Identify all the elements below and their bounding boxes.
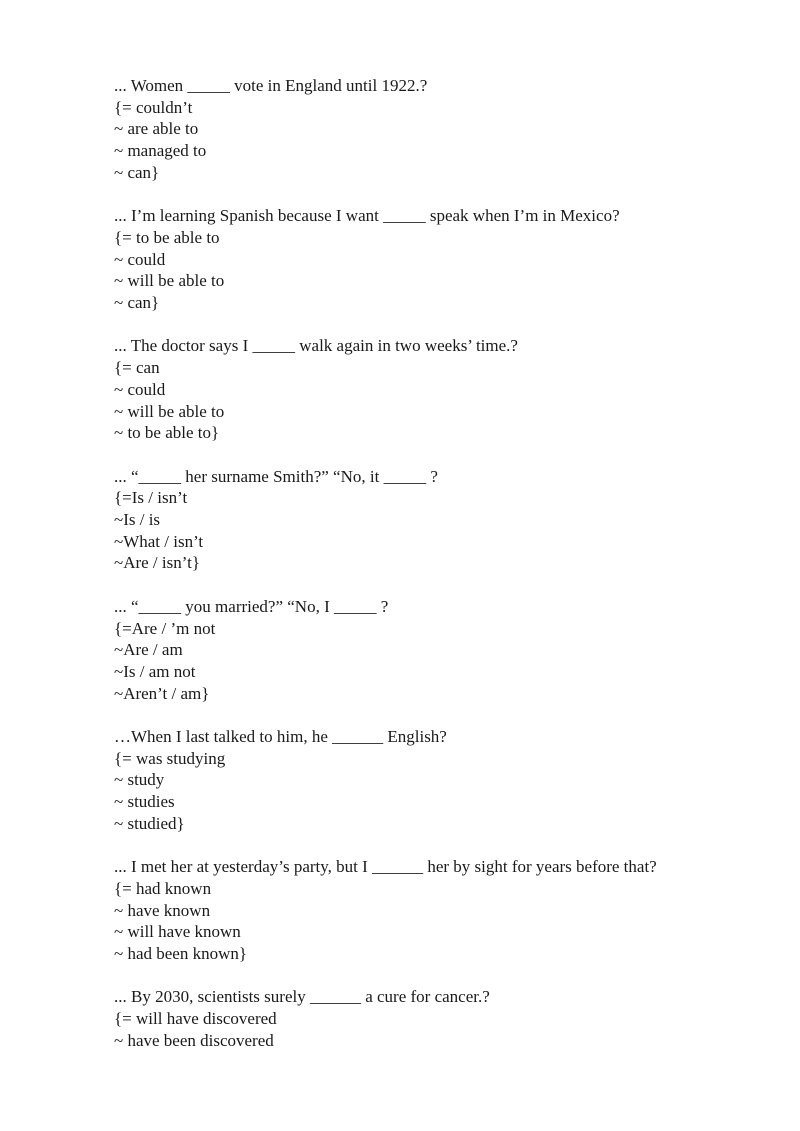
answer-option: {= had known [114, 878, 212, 898]
question-block-8 [114, 986, 754, 1051]
question-stem: ... Women _____ vote in England until 1922.? [114, 76, 428, 95]
answer-option: ~What / isn’t [114, 531, 204, 551]
answer-option: ~ will be able to [114, 271, 225, 291]
question-stem: …When I last talked to him, he ______ English? [114, 727, 447, 747]
question-stem: ... “_____ her surname Smith?” “No, it _____ ? [114, 466, 438, 486]
question-block-4 [114, 466, 754, 575]
answer-option: {= will have discovered [114, 1009, 277, 1029]
question-block-7 [114, 856, 754, 965]
answer-option: ~ can} [114, 162, 160, 182]
question-block-1 [114, 75, 754, 184]
answer-option: ~ can} [114, 293, 160, 313]
answer-option: {=Are / ’m not [114, 618, 216, 638]
answer-option: ~ studied} [114, 813, 185, 833]
answer-option: ~ to be able to} [114, 423, 220, 443]
answer-option: ~Is / am not [114, 661, 196, 681]
document-page [114, 75, 754, 1073]
answer-option: ~Are / am [114, 640, 183, 660]
answer-option: ~Are / isn’t} [114, 553, 200, 573]
question-stem: ... I’m learning Spanish because I want _____ speak when I’m in Mexico? [114, 206, 620, 226]
answer-option: ~Aren’t / am} [114, 683, 210, 703]
answer-option: ~ will be able to [114, 401, 225, 421]
answer-option: ~ have been discovered [114, 1030, 274, 1050]
answer-option: ~ have known [114, 900, 211, 920]
question-stem: ... I met her at yesterday’s party, but I ______ her by sight for years before that? [114, 857, 657, 877]
answer-option: ~ had been known} [114, 944, 248, 964]
answer-option: {= was studying [114, 748, 226, 768]
answer-option: {= to be able to [114, 227, 220, 247]
answer-option: ~ could [114, 249, 166, 269]
answer-option: ~ managed to [114, 141, 207, 161]
answer-option: {= can [114, 358, 160, 378]
answer-option: {= couldn’t [114, 97, 193, 117]
answer-option: ~Is / is [114, 510, 161, 530]
question-block-5 [114, 596, 754, 705]
answer-option: ~ are able to [114, 119, 199, 139]
question-block-2 [114, 205, 754, 314]
question-block-6 [114, 726, 754, 835]
answer-option: ~ could [114, 379, 166, 399]
question-stem: ... The doctor says I _____ walk again in two weeks’ time.? [114, 336, 518, 356]
answer-option: ~ study [114, 770, 165, 790]
answer-option: ~ studies [114, 792, 175, 812]
question-stem: ... “_____ you married?” “No, I _____ ? [114, 596, 389, 616]
answer-option: ~ will have known [114, 922, 241, 942]
answer-option: {=Is / isn’t [114, 488, 188, 508]
question-stem: ... By 2030, scientists surely ______ a cure for cancer.? [114, 987, 490, 1007]
question-block-3 [114, 335, 754, 444]
